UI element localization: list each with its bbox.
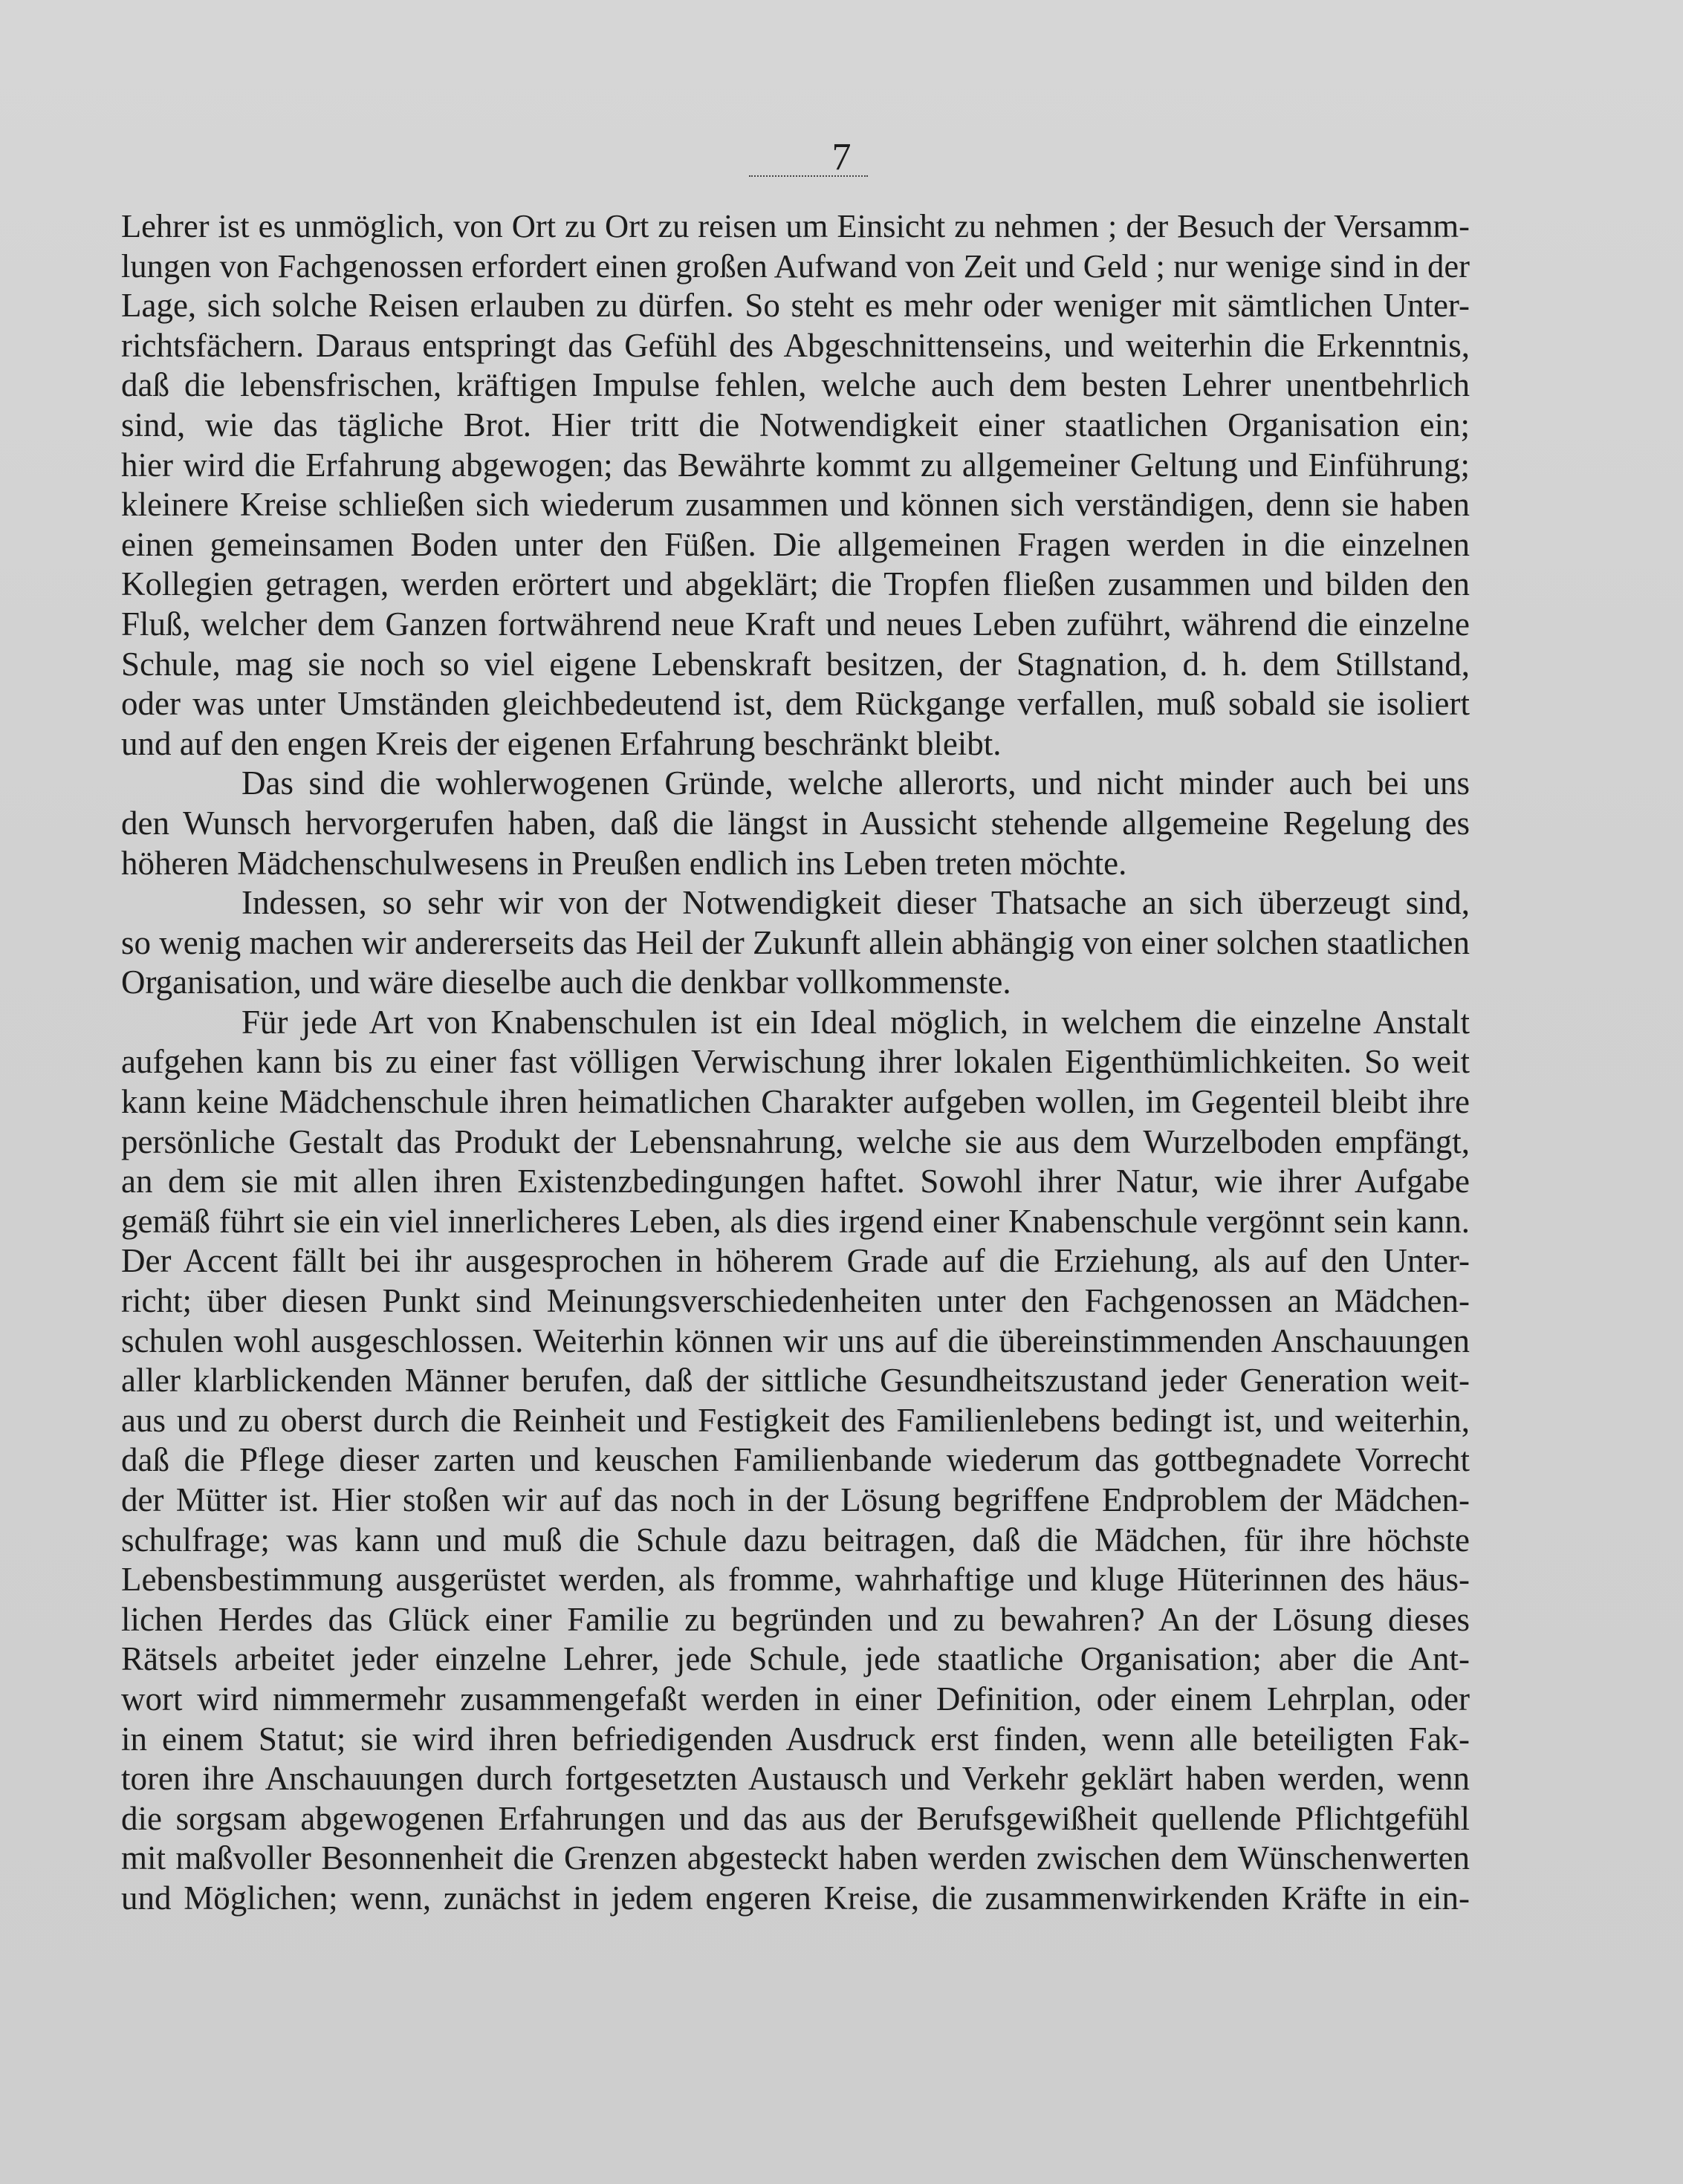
text-line: kleinere Kreise schließen sich wiederum zusammen und können sich verständigen, denn sie haben bbox=[121, 486, 1470, 524]
text-line: der Mütter ist. Hier stoßen wir auf das noch in der Lösung begriffene Endproblem der Mädchen- bbox=[121, 1481, 1470, 1518]
text-line: hier wird die Erfahrung abgewogen; das Bewährte kommt zu allgemeiner Geltung und Einführung; bbox=[121, 446, 1470, 484]
text-line: wort wird nimmermehr zusammengefaßt werden in einer Definition, oder einem Lehrplan, oder bbox=[121, 1680, 1470, 1717]
text-line: schulfrage; was kann und muß die Schule dazu beitragen, daß die Mädchen, für ihre höchste bbox=[121, 1521, 1470, 1559]
text-line: oder was unter Umständen gleichbedeutend ist, dem Rückgange verfallen, muß sobald sie isoliert bbox=[121, 685, 1470, 723]
text-line: Indessen, so sehr wir von der Notwendigkeit dieser Thatsache an sich überzeugt sind, bbox=[241, 884, 1470, 922]
text-line: und Möglichen; wenn, zunächst in jedem engeren Kreise, die zusammenwirkenden Kräfte in ein- bbox=[121, 1879, 1470, 1917]
text-line: Rätsels arbeitet jeder einzelne Lehrer, jede Schule, jede staatliche Organisation; aber die Ant- bbox=[121, 1640, 1470, 1678]
text-line: richt; über diesen Punkt sind Meinungsverschiedenheiten unter den Fachgenossen an Mädchen- bbox=[121, 1282, 1470, 1320]
text-line: Für jede Art von Knabenschulen ist ein Ideal möglich, in welchem die einzelne Anstalt bbox=[241, 1003, 1470, 1041]
text-line: Fluß, welcher dem Ganzen fortwährend neue Kraft und neues Leben zuführt, während die einzelne bbox=[121, 605, 1470, 643]
text-line: gemäß führt sie ein viel innerlicheres Leben, als dies irgend einer Knabenschule vergönnt sein kann. bbox=[121, 1202, 1470, 1240]
text-line: kann keine Mädchenschule ihren heimatlichen Charakter aufgeben wollen, im Gegenteil bleibt ihre bbox=[121, 1083, 1470, 1121]
text-line: so wenig machen wir andererseits das Heil der Zukunft allein abhängig von einer solchen staatlichen bbox=[121, 923, 1470, 961]
text-line: schulen wohl ausgeschlossen. Weiterhin können wir uns auf die übereinstimmenden Anschauungen bbox=[121, 1322, 1470, 1359]
text-line: den Wunsch hervorgerufen haben, daß die längst in Aussicht stehende allgemeine Regelung des bbox=[121, 804, 1470, 842]
text-line: Das sind die wohlerwogenen Gründe, welche allerorts, und nicht minder auch bei uns bbox=[241, 764, 1470, 802]
text-line: Der Accent fällt bei ihr ausgesprochen in höherem Grade auf die Erziehung, als auf den Unter- bbox=[121, 1242, 1470, 1280]
body-text bbox=[121, 207, 1470, 1919]
text-line: die sorgsam abgewogenen Erfahrungen und das aus der Berufsgewißheit quellende Pflichtgefühl bbox=[121, 1799, 1470, 1837]
text-line: aller klarblickenden Männer berufen, daß der sittliche Gesundheitszustand jeder Generation weit- bbox=[121, 1362, 1470, 1400]
text-line: toren ihre Anschauungen durch fortgesetzten Austausch und Verkehr geklärt haben werden, wenn bbox=[121, 1760, 1470, 1798]
text-line: persönliche Gestalt das Produkt der Lebensnahrung, welche sie aus dem Wurzelboden empfängt, bbox=[121, 1122, 1470, 1160]
text-line: Kollegien getragen, werden erörtert und abgeklärt; die Tropfen fließen zusammen und bilden den bbox=[121, 565, 1470, 603]
text-line: lichen Herdes das Glück einer Familie zu begründen und zu bewahren? An der Lösung dieses bbox=[121, 1600, 1470, 1638]
text-line: daß die lebensfrischen, kräftigen Impulse fehlen, welche auch dem besten Lehrer unentbehrlich bbox=[121, 366, 1470, 404]
text-line: aufgehen kann bis zu einer fast völligen Verwischung ihrer lokalen Eigenthümlichkeiten. So weit bbox=[121, 1043, 1470, 1081]
text-line: einen gemeinsamen Boden unter den Füßen. Die allgemeinen Fragen werden in die einzelnen bbox=[121, 525, 1470, 563]
text-line: Lehrer ist es unmöglich, von Ort zu Ort zu reisen um Einsicht zu nehmen ; der Besuch der Versamm- bbox=[121, 207, 1470, 244]
text-line: und auf den engen Kreis der eigenen Erfahrung beschränkt bleibt. bbox=[121, 724, 1002, 762]
text-line: richtsfächern. Daraus entspringt das Gefühl des Abgeschnittenseins, und weiterhin die Erkenntnis, bbox=[121, 326, 1470, 364]
text-line: an dem sie mit allen ihren Existenzbedingungen haftet. Sowohl ihrer Natur, wie ihrer Aufgabe bbox=[121, 1163, 1470, 1200]
text-line: Lage, sich solche Reisen erlauben zu dürfen. So steht es mehr oder weniger mit sämtlichen Unter- bbox=[121, 287, 1470, 325]
text-line: höheren Mädchenschulwesens in Preußen endlich ins Leben treten möchte. bbox=[121, 844, 1127, 882]
text-line: Schule, mag sie noch so viel eigene Lebenskraft besitzen, der Stagnation, d. h. dem Stillstand, bbox=[121, 645, 1470, 683]
text-line: in einem Statut; sie wird ihren befriedigenden Ausdruck erst finden, wenn alle beteiligten Fak- bbox=[121, 1720, 1470, 1758]
text-line: mit maßvoller Besonnenheit die Grenzen abgesteckt haben werden zwischen dem Wünschenwerten bbox=[121, 1839, 1470, 1877]
text-line: lungen von Fachgenossen erfordert einen großen Aufwand von Zeit und Geld ; nur wenige sind in der bbox=[121, 247, 1470, 285]
text-line: Organisation, und wäre dieselbe auch die denkbar vollkommenste. bbox=[121, 963, 1011, 1001]
text-line: daß die Pflege dieser zarten und keuschen Familienbande wiederum das gottbegnadete Vorrecht bbox=[121, 1441, 1470, 1479]
page-number: 7 bbox=[831, 136, 852, 178]
text-line: aus und zu oberst durch die Reinheit und Festigkeit des Familienlebens bedingt ist, und weiterhin, bbox=[121, 1401, 1470, 1439]
page-number-ornament bbox=[749, 175, 868, 181]
text-line: sind, wie das tägliche Brot. Hier tritt die Notwendigkeit einer staatlichen Organisation ein; bbox=[121, 406, 1470, 443]
text-line: Lebensbestimmung ausgerüstet werden, als fromme, wahrhaftige und kluge Hüterinnen des häus- bbox=[121, 1561, 1470, 1599]
